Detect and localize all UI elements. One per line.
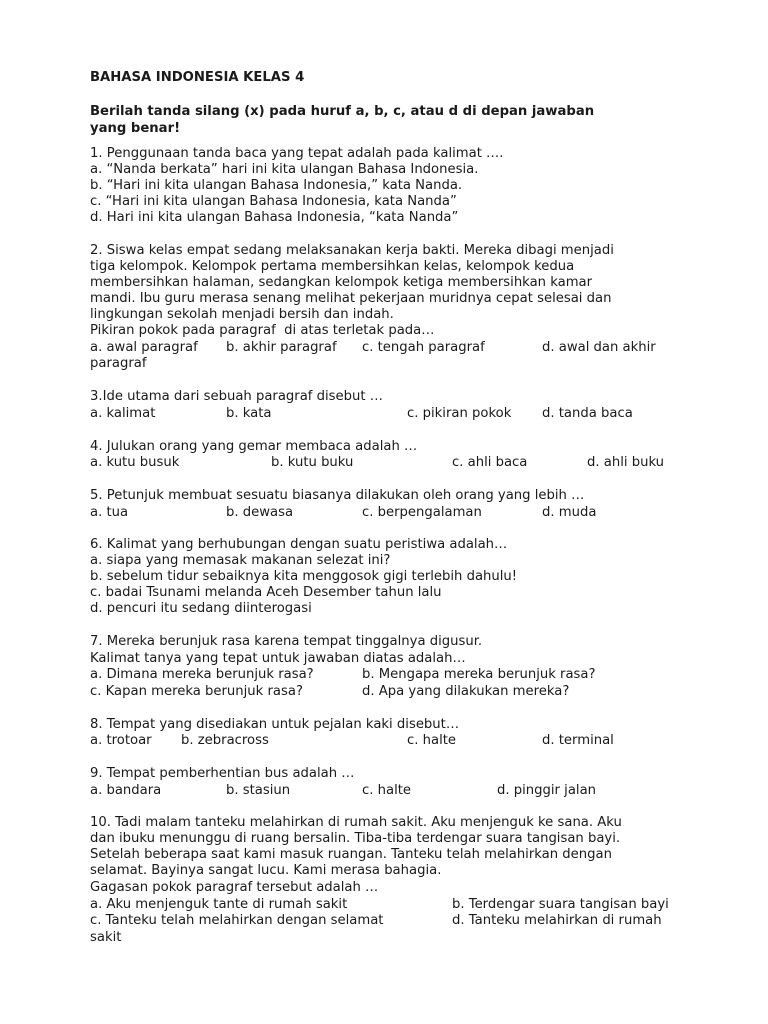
instruction-line-1: Berilah tanda silang (x) pada huruf a, b, c, atau d di depan jawaban (90, 104, 595, 119)
question-10-paragraph-line-1: 10. Tadi malam tanteku melahirkan di rumah sakit. Aku menjenguk ke sana. Aku (90, 815, 622, 830)
question-7-stem: 7. Mereka berunjuk rasa karena tempat tinggalnya digusur. (90, 634, 483, 649)
question-8-option-d: d. terminal (542, 733, 614, 748)
question-4-stem: 4. Julukan orang yang gemar membaca adalah … (90, 439, 418, 454)
question-1-option-c: c. “Hari ini kita ulangan Bahasa Indonesia, kata Nanda” (90, 194, 457, 209)
question-2-option-b: b. akhir paragraf (226, 340, 337, 355)
document-title: BAHASA INDONESIA KELAS 4 (90, 70, 305, 85)
question-10-stem: Gagasan pokok paragraf tersebut adalah … (90, 880, 379, 895)
question-5-stem: 5. Petunjuk membuat sesuatu biasanya dilakukan oleh orang yang lebih … (90, 488, 585, 503)
question-10-option-b: b. Terdengar suara tangisan bayi (452, 897, 669, 912)
question-10-option-d-continued: sakit (90, 930, 122, 945)
question-2-paragraph-line-3: membersihkan halaman, sedangkan kelompok ketiga membersihkan kamar (90, 275, 593, 290)
question-3-option-a: a. kalimat (90, 406, 156, 421)
question-6-stem: 6. Kalimat yang berhubungan dengan suatu peristiwa adalah… (90, 537, 508, 552)
question-8-option-c: c. halte (407, 733, 457, 748)
question-8-stem: 8. Tempat yang disediakan untuk pejalan kaki disebut… (90, 717, 460, 732)
question-1-stem: 1. Penggunaan tanda baca yang tepat adalah pada kalimat …. (90, 146, 504, 161)
question-2-option-d-continued: paragraf (90, 356, 147, 371)
instruction-line-2: yang benar! (90, 121, 181, 136)
question-8-option-b: b. zebracross (181, 733, 269, 748)
question-7-option-b: b. Mengapa mereka berunjuk rasa? (362, 667, 596, 682)
question-6-option-b: b. sebelum tidur sebaiknya kita menggosok gigi terlebih dahulu! (90, 569, 518, 584)
question-10-paragraph-line-3: Setelah beberapa saat kami masuk ruangan. Tanteku telah melahirkan dengan (90, 847, 612, 862)
question-4-option-b: b. kutu buku (271, 455, 354, 470)
question-6-option-d: d. pencuri itu sedang diinterogasi (90, 601, 312, 616)
question-7-stem-2: Kalimat tanya yang tepat untuk jawaban diatas adalah… (90, 651, 466, 666)
question-6-option-a: a. siapa yang memasak makanan selezat ini? (90, 553, 391, 568)
question-2-option-d: d. awal dan akhir (542, 340, 656, 355)
question-1-option-a: a. “Nanda berkata” hari ini kita ulangan Bahasa Indonesia. (90, 162, 479, 177)
question-1-option-b: b. “Hari ini kita ulangan Bahasa Indonesia,” kata Nanda. (90, 178, 463, 193)
question-1-option-d: d. Hari ini kita ulangan Bahasa Indonesia, “kata Nanda” (90, 210, 459, 225)
question-2-option-a: a. awal paragraf (90, 340, 198, 355)
question-2-option-c: c. tengah paragraf (362, 340, 485, 355)
question-7-option-c: c. Kapan mereka berunjuk rasa? (90, 684, 303, 699)
question-4-option-d: d. ahli buku (587, 455, 665, 470)
question-9-stem: 9. Tempat pemberhentian bus adalah … (90, 766, 355, 781)
question-6-option-c: c. badai Tsunami melanda Aceh Desember tahun lalu (90, 585, 442, 600)
question-9-option-c: c. halte (362, 783, 412, 798)
question-10-option-a: a. Aku menjenguk tante di rumah sakit (90, 897, 348, 912)
question-4-option-a: a. kutu busuk (90, 455, 180, 470)
question-5-option-b: b. dewasa (226, 505, 294, 520)
question-3-option-b: b. kata (226, 406, 272, 421)
question-3-option-d: d. tanda baca (542, 406, 633, 421)
question-7-option-a: a. Dimana mereka berunjuk rasa? (90, 667, 314, 682)
question-2-paragraph-line-4: mandi. Ibu guru merasa senang melihat pekerjaan muridnya cepat selesai dan (90, 291, 612, 306)
question-10-paragraph-line-2: dan ibuku menunggu di ruang bersalin. Tiba-tiba terdengar suara tangisan bayi. (90, 831, 621, 846)
question-2-stem: Pikiran pokok pada paragraf di atas terletak pada… (90, 323, 435, 338)
question-5-option-d: d. muda (542, 505, 597, 520)
question-8-option-a: a. trotoar (90, 733, 152, 748)
question-5-option-a: a. tua (90, 505, 129, 520)
question-2-paragraph-line-2: tiga kelompok. Kelompok pertama membersihkan kelas, kelompok kedua (90, 259, 575, 274)
question-4-option-c: c. ahli baca (452, 455, 528, 470)
question-9-option-a: a. bandara (90, 783, 162, 798)
question-9-option-d: d. pinggir jalan (497, 783, 597, 798)
question-2-paragraph-line-1: 2. Siswa kelas empat sedang melaksanakan kerja bakti. Mereka dibagi menjadi (90, 243, 614, 258)
question-10-paragraph-line-4: selamat. Bayinya sangat lucu. Kami merasa bahagia. (90, 863, 442, 878)
question-9-option-b: b. stasiun (226, 783, 291, 798)
question-7-option-d: d. Apa yang dilakukan mereka? (362, 684, 570, 699)
question-2-paragraph-line-5: lingkungan sekolah menjadi bersih dan indah. (90, 307, 394, 322)
question-3-option-c: c. pikiran pokok (407, 406, 512, 421)
question-10-option-d: d. Tanteku melahirkan di rumah (452, 913, 662, 928)
question-5-option-c: c. berpengalaman (362, 505, 482, 520)
question-3-stem: 3.Ide utama dari sebuah paragraf disebut … (90, 389, 383, 404)
question-10-option-c: c. Tanteku telah melahirkan dengan selamat (90, 913, 384, 928)
